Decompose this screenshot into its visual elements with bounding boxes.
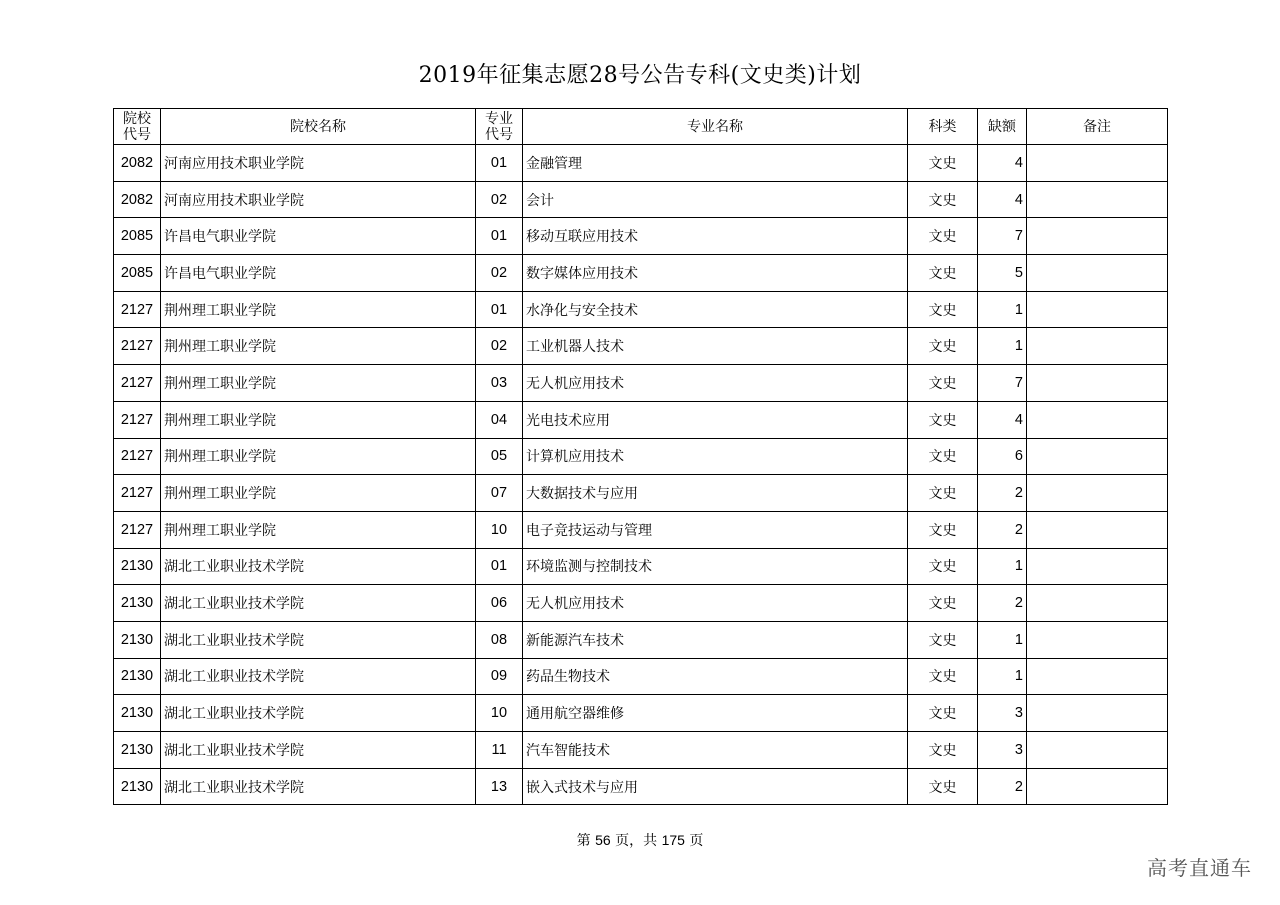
header-major-name: 专业名称 — [523, 109, 908, 145]
table-body — [114, 145, 1168, 805]
cell-category: 文史 — [908, 658, 978, 695]
cell-category: 文史 — [908, 181, 978, 218]
cell-school-name: 荆州理工职业学院 — [161, 401, 476, 438]
cell-quota: 1 — [978, 548, 1027, 585]
cell-major-code: 01 — [476, 218, 523, 255]
cell-category: 文史 — [908, 548, 978, 585]
cell-school-name: 荆州理工职业学院 — [161, 328, 476, 365]
cell-quota: 2 — [978, 585, 1027, 622]
cell-major-name: 环境监测与控制技术 — [523, 548, 908, 585]
cell-quota: 3 — [978, 732, 1027, 769]
footer-suffix: 页 — [689, 833, 704, 849]
cell-school-name: 荆州理工职业学院 — [161, 475, 476, 512]
footer-middle: 页，共 — [615, 833, 658, 849]
cell-category: 文史 — [908, 695, 978, 732]
cell-school-code: 2127 — [114, 511, 161, 548]
cell-school-name: 荆州理工职业学院 — [161, 365, 476, 402]
cell-school-name: 河南应用技术职业学院 — [161, 145, 476, 182]
cell-school-name: 湖北工业职业技术学院 — [161, 621, 476, 658]
cell-school-code: 2130 — [114, 695, 161, 732]
header-note: 备注 — [1027, 109, 1168, 145]
cell-major-name: 光电技术应用 — [523, 401, 908, 438]
table-row — [114, 475, 1168, 512]
table-row — [114, 585, 1168, 622]
cell-major-code: 10 — [476, 511, 523, 548]
cell-category: 文史 — [908, 328, 978, 365]
cell-quota: 4 — [978, 401, 1027, 438]
cell-school-code: 2082 — [114, 145, 161, 182]
cell-quota: 1 — [978, 328, 1027, 365]
cell-major-code: 09 — [476, 658, 523, 695]
cell-quota: 2 — [978, 475, 1027, 512]
cell-note — [1027, 475, 1168, 512]
table-row — [114, 548, 1168, 585]
cell-major-name: 数字媒体应用技术 — [523, 255, 908, 292]
header-major-code: 专业代号 — [476, 109, 523, 145]
header-school-name: 院校名称 — [161, 109, 476, 145]
table-row — [114, 255, 1168, 292]
cell-major-name: 汽车智能技术 — [523, 732, 908, 769]
cell-category: 文史 — [908, 255, 978, 292]
cell-major-code: 10 — [476, 695, 523, 732]
cell-note — [1027, 328, 1168, 365]
table-row — [114, 218, 1168, 255]
table-row — [114, 621, 1168, 658]
cell-quota: 1 — [978, 291, 1027, 328]
cell-school-code: 2127 — [114, 401, 161, 438]
footer-prefix: 第 — [576, 833, 591, 849]
cell-note — [1027, 621, 1168, 658]
cell-major-name: 新能源汽车技术 — [523, 621, 908, 658]
cell-major-code: 11 — [476, 732, 523, 769]
cell-major-name: 通用航空器维修 — [523, 695, 908, 732]
cell-school-name: 湖北工业职业技术学院 — [161, 695, 476, 732]
cell-major-code: 13 — [476, 768, 523, 805]
cell-major-code: 04 — [476, 401, 523, 438]
cell-note — [1027, 658, 1168, 695]
cell-school-name: 荆州理工职业学院 — [161, 511, 476, 548]
cell-major-code: 01 — [476, 291, 523, 328]
cell-school-name: 荆州理工职业学院 — [161, 291, 476, 328]
cell-major-name: 无人机应用技术 — [523, 585, 908, 622]
cell-quota: 4 — [978, 145, 1027, 182]
cell-category: 文史 — [908, 218, 978, 255]
plan-table — [113, 108, 1168, 805]
cell-note — [1027, 365, 1168, 402]
header-school-code: 院校代号 — [114, 109, 161, 145]
cell-quota: 2 — [978, 768, 1027, 805]
watermark: 高考直通车 — [1147, 856, 1252, 880]
cell-note — [1027, 181, 1168, 218]
table-row — [114, 365, 1168, 402]
cell-category: 文史 — [908, 732, 978, 769]
cell-major-code: 05 — [476, 438, 523, 475]
cell-note — [1027, 768, 1168, 805]
cell-major-code: 06 — [476, 585, 523, 622]
cell-school-name: 许昌电气职业学院 — [161, 218, 476, 255]
cell-note — [1027, 438, 1168, 475]
table-row — [114, 181, 1168, 218]
cell-school-code: 2082 — [114, 181, 161, 218]
cell-school-name: 许昌电气职业学院 — [161, 255, 476, 292]
table-row — [114, 401, 1168, 438]
cell-note — [1027, 145, 1168, 182]
header-quota: 缺额 — [978, 109, 1027, 145]
cell-school-name: 湖北工业职业技术学院 — [161, 768, 476, 805]
cell-major-name: 会计 — [523, 181, 908, 218]
cell-major-code: 03 — [476, 365, 523, 402]
cell-major-name: 电子竞技运动与管理 — [523, 511, 908, 548]
cell-major-code: 01 — [476, 548, 523, 585]
cell-major-code: 02 — [476, 181, 523, 218]
cell-major-name: 嵌入式技术与应用 — [523, 768, 908, 805]
cell-note — [1027, 511, 1168, 548]
header-category: 科类 — [908, 109, 978, 145]
cell-school-name: 河南应用技术职业学院 — [161, 181, 476, 218]
cell-school-name: 湖北工业职业技术学院 — [161, 548, 476, 585]
cell-category: 文史 — [908, 291, 978, 328]
footer-total-pages: 175 — [661, 832, 685, 848]
cell-category: 文史 — [908, 145, 978, 182]
table-row — [114, 145, 1168, 182]
table-row — [114, 658, 1168, 695]
table-row — [114, 328, 1168, 365]
table-row — [114, 511, 1168, 548]
cell-school-code: 2130 — [114, 768, 161, 805]
cell-school-code: 2127 — [114, 438, 161, 475]
cell-major-name: 药品生物技术 — [523, 658, 908, 695]
cell-quota: 1 — [978, 621, 1027, 658]
cell-major-name: 移动互联应用技术 — [523, 218, 908, 255]
cell-quota: 5 — [978, 255, 1027, 292]
cell-school-code: 2127 — [114, 365, 161, 402]
cell-major-name: 无人机应用技术 — [523, 365, 908, 402]
cell-category: 文史 — [908, 511, 978, 548]
cell-school-name: 湖北工业职业技术学院 — [161, 732, 476, 769]
cell-quota: 2 — [978, 511, 1027, 548]
cell-category: 文史 — [908, 438, 978, 475]
table-row — [114, 732, 1168, 769]
cell-school-code: 2130 — [114, 621, 161, 658]
cell-quota: 7 — [978, 218, 1027, 255]
cell-quota: 6 — [978, 438, 1027, 475]
cell-note — [1027, 218, 1168, 255]
cell-major-code: 07 — [476, 475, 523, 512]
table-row — [114, 695, 1168, 732]
cell-school-code: 2127 — [114, 328, 161, 365]
cell-major-code: 02 — [476, 255, 523, 292]
cell-school-code: 2130 — [114, 732, 161, 769]
cell-note — [1027, 585, 1168, 622]
cell-category: 文史 — [908, 768, 978, 805]
cell-school-code: 2130 — [114, 585, 161, 622]
cell-quota: 3 — [978, 695, 1027, 732]
footer-page-number: 56 — [595, 832, 611, 848]
table-row — [114, 768, 1168, 805]
cell-school-name: 湖北工业职业技术学院 — [161, 585, 476, 622]
cell-quota: 4 — [978, 181, 1027, 218]
cell-major-name: 计算机应用技术 — [523, 438, 908, 475]
cell-school-code: 2127 — [114, 475, 161, 512]
cell-school-name: 荆州理工职业学院 — [161, 438, 476, 475]
cell-major-code: 01 — [476, 145, 523, 182]
cell-major-name: 金融管理 — [523, 145, 908, 182]
page-title: 2019年征集志愿28号公告专科(文史类)计划 — [418, 63, 862, 88]
cell-school-name: 湖北工业职业技术学院 — [161, 658, 476, 695]
cell-note — [1027, 401, 1168, 438]
cell-major-name: 水净化与安全技术 — [523, 291, 908, 328]
cell-quota: 1 — [978, 658, 1027, 695]
cell-note — [1027, 732, 1168, 769]
cell-note — [1027, 255, 1168, 292]
cell-school-code: 2085 — [114, 255, 161, 292]
page-footer — [0, 830, 1280, 850]
table-row — [114, 438, 1168, 475]
cell-school-code: 2130 — [114, 658, 161, 695]
cell-category: 文史 — [908, 475, 978, 512]
cell-school-code: 2085 — [114, 218, 161, 255]
table-row — [114, 291, 1168, 328]
cell-category: 文史 — [908, 585, 978, 622]
cell-note — [1027, 548, 1168, 585]
cell-major-code: 08 — [476, 621, 523, 658]
cell-category: 文史 — [908, 401, 978, 438]
cell-school-code: 2127 — [114, 291, 161, 328]
cell-category: 文史 — [908, 621, 978, 658]
cell-major-code: 02 — [476, 328, 523, 365]
cell-quota: 7 — [978, 365, 1027, 402]
cell-note — [1027, 695, 1168, 732]
cell-major-name: 大数据技术与应用 — [523, 475, 908, 512]
cell-category: 文史 — [908, 365, 978, 402]
cell-school-code: 2130 — [114, 548, 161, 585]
cell-note — [1027, 291, 1168, 328]
table-header-row — [114, 109, 1168, 145]
cell-major-name: 工业机器人技术 — [523, 328, 908, 365]
